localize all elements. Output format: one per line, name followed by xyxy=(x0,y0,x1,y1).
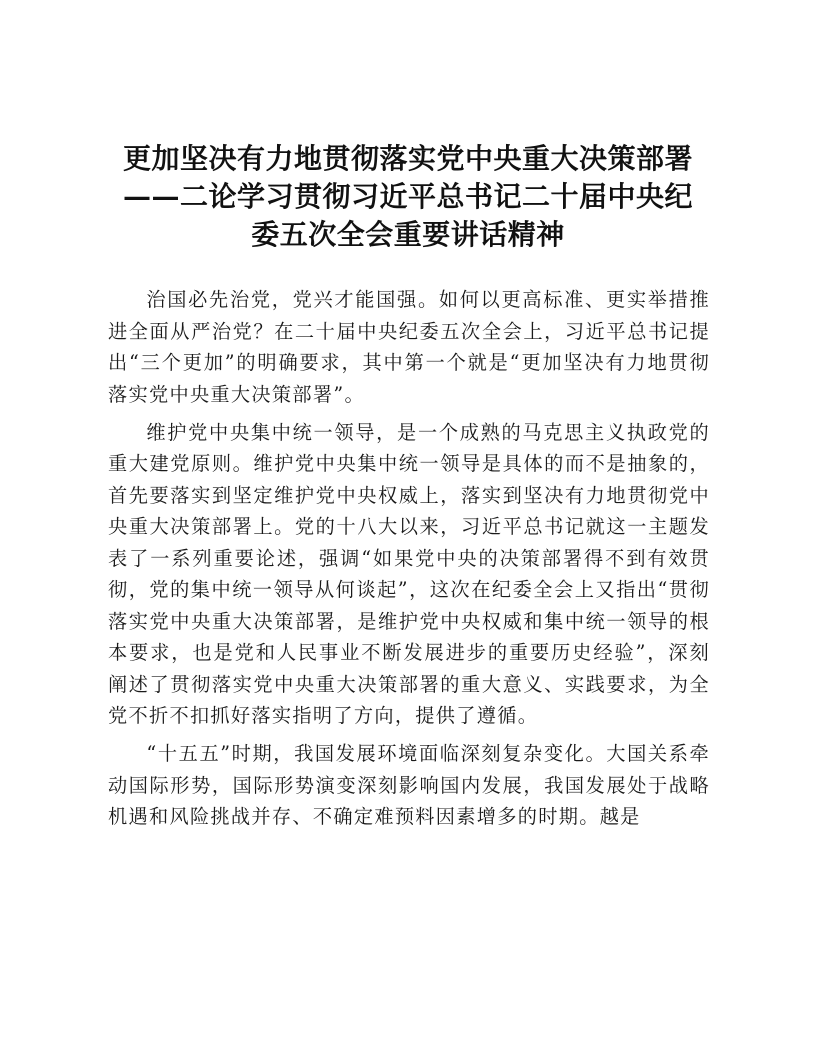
document-body xyxy=(108,284,710,839)
document-title: 更加坚决有力地贯彻落实党中央重大决策部署——二论学习贯彻习近平总书记二十届中央纪委五次全会重要讲话精神 xyxy=(122,142,693,251)
paragraph-3: “十五五”时期，我国发展环境面临深刻复杂变化。大国关系牵动国际形势，国际形势演变深刻影响国内发展，我国发展处于战略机遇和风险挑战并存、不确定难预料因素增多的时期。越是 xyxy=(108,742,710,828)
paragraph-1: 治国必先治党，党兴才能国强。如何以更高标准、更实举措推进全面从严治党？在二十届中央纪委五次全会上，习近平总书记提出“三个更加”的明确要求，其中第一个就是“更加坚决有力地贯彻落实党中央重大决策部署”。 xyxy=(108,288,710,406)
paragraph-2: 维护党中央集中统一领导，是一个成熟的马克思主义执政党的重大建党原则。维护党中央集中统一领导是具体的而不是抽象的，首先要落实到坚定维护党中央权威上，落实到坚决有力地贯彻党中央重大决策部署上。党的十八大以来，习近平总书记就这一主题发表了一系列重要论述，强调“如果党中央的决策部署得不到有效贯彻，党的集中统一领导从何谈起”，这次在纪委全会上又指出“贯彻落实党中央重大决策部署，是维护党中央权威和集中统一领导的根本要求，也是党和人民事业不断发展进步的重要历史经验”，深刻阐述了贯彻落实党中央重大决策部署的重大意义、实践要求，为全党不折不扣抓好落实指明了方向，提供了遵循。 xyxy=(108,420,710,727)
